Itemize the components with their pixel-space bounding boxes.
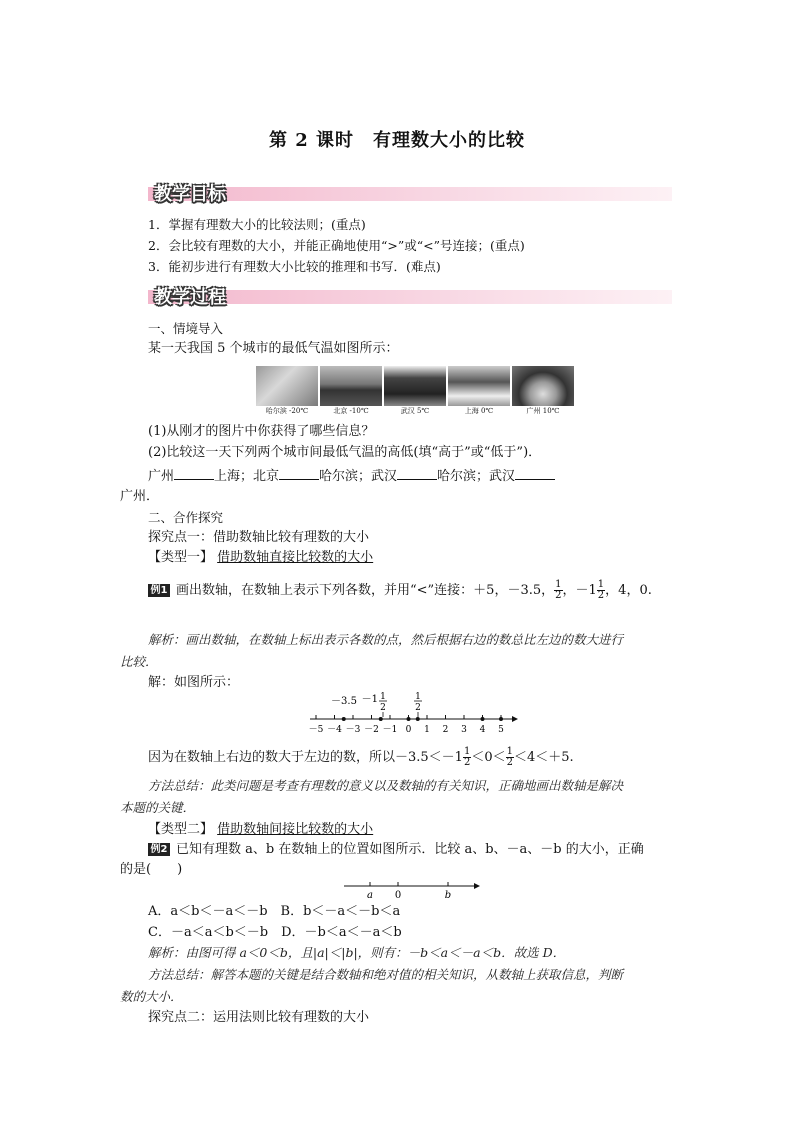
svg-text:2: 2 bbox=[380, 703, 386, 713]
process-banner bbox=[148, 285, 672, 307]
axis-label: b bbox=[444, 890, 452, 901]
method-summary: 方法总结：此类问题是考查有理数的意义以及数轴的有关知识，正确地画出数轴是解决 bbox=[148, 778, 624, 793]
number-line-1 bbox=[300, 690, 520, 740]
fill-blank[interactable] bbox=[279, 467, 319, 480]
axis-point bbox=[407, 717, 411, 721]
scene-intro: 某一天我国 5 个城市的最低气温如图所示： bbox=[148, 341, 399, 356]
analysis-text: 解析：画出数轴，在数轴上标出表示各数的点，然后根据右边的数总比左边的数大进行 bbox=[148, 632, 624, 647]
fill-blank[interactable] bbox=[515, 467, 555, 480]
fill-line-end: 广州． bbox=[120, 489, 160, 504]
fraction-half: $\frac{1}{2}$ bbox=[463, 746, 471, 768]
tick-label: －5 bbox=[308, 725, 324, 735]
fraction-half: $\frac{1}{2}$ bbox=[506, 746, 513, 768]
fill-text: 哈尔滨；武汉 bbox=[437, 469, 516, 484]
axis-label: －1 bbox=[361, 694, 378, 705]
fraction-half: $\frac{1}{2}$ bbox=[555, 579, 562, 601]
objectives-banner-label: 教学目标 bbox=[154, 184, 226, 205]
analysis-text: 解析：由图可得 a＜0＜b，且|a|＜|b|，则有：－b＜a＜－a＜b．故选 D． bbox=[148, 945, 566, 960]
question-1: (1)从刚才的图片中你获得了哪些信息？ bbox=[148, 424, 375, 439]
yellow-crane-tower-photo bbox=[384, 366, 446, 406]
example-text-tail: ，4，0. bbox=[605, 583, 652, 598]
tick-label: －4 bbox=[327, 725, 342, 735]
objective-item: 1．掌握有理数大小的比较法则；(重点) bbox=[148, 217, 366, 232]
bridge-photo bbox=[512, 366, 574, 406]
tick-label: 1 bbox=[424, 725, 430, 735]
photo-caption: 北京 -10℃ bbox=[333, 407, 369, 415]
axis-point bbox=[499, 717, 503, 721]
type-title: 借助数轴直接比较数的大小 bbox=[217, 550, 374, 565]
tiananmen-photo bbox=[320, 366, 382, 406]
method-summary: 方法总结：解答本题的关键是结合数轴和绝对值的相关知识，从数轴上获取信息，判断 bbox=[148, 967, 624, 982]
options-ab: A．a＜b＜－a＜－b B．b＜－a＜－b＜a bbox=[148, 904, 401, 919]
process-banner-label: 教学过程 bbox=[154, 287, 226, 308]
axis-point bbox=[342, 717, 346, 721]
photo-caption: 武汉 5℃ bbox=[400, 407, 430, 415]
fill-blank[interactable] bbox=[174, 467, 214, 480]
question-2: (2)比较这一天下列两个城市间最低气温的高低(填“高于”或“低于”)． bbox=[148, 445, 542, 460]
method-summary: 本题的关键． bbox=[120, 800, 196, 815]
fill-blank[interactable] bbox=[397, 467, 437, 480]
type-tag: 【类型二】 bbox=[148, 822, 214, 837]
number-line-2 bbox=[340, 876, 480, 906]
objective-item: 3．能初步进行有理数大小比较的推理和书写．(难点) bbox=[148, 259, 441, 274]
example-2: 例2 已知有理数 a、b 在数轴上的位置如图所示．比较 a、b、－a、－b 的大小，正确 bbox=[148, 842, 644, 858]
example-1: 例1 画出数轴，在数轴上表示下列各数，并用“<”连接：＋5，－3.5， $\frac{1}{2}$ ，－1 $\frac{1}{2}$ ，4，0. bbox=[148, 580, 652, 602]
objectives-banner bbox=[148, 182, 672, 204]
fill-text: 哈尔滨；武汉 bbox=[319, 469, 398, 484]
example-1-result: 因为在数轴上右边的数大于左边的数，所以－3.5＜－1 $\frac{1}{2}$ ＜0＜ $\frac{1}{2}$ ＜4＜＋5. bbox=[148, 746, 574, 768]
tick-label: －2 bbox=[364, 725, 379, 735]
photo-caption: 广州 10℃ bbox=[526, 407, 560, 415]
fraction-half: $\frac{1}{2}$ bbox=[597, 579, 605, 601]
axis-point bbox=[379, 717, 383, 721]
analysis-text: 比较． bbox=[120, 654, 158, 669]
svg-text:1: 1 bbox=[380, 692, 386, 702]
explore-point-2: 探究点二：运用法则比较有理数的大小 bbox=[148, 1010, 370, 1025]
section-heading: 二、合作探究 bbox=[148, 510, 224, 525]
axis-label: 0 bbox=[394, 890, 402, 901]
fill-line bbox=[120, 467, 555, 485]
objective-item: 2．会比较有理数的大小，并能正确地使用“>”或“<”号连接；(重点) bbox=[148, 238, 525, 253]
section-heading: 一、情境导入 bbox=[148, 321, 224, 336]
example-2-cont: 的是( ) bbox=[120, 862, 183, 877]
photo-caption: 上海 0℃ bbox=[464, 407, 494, 415]
explore-point-1: 探究点一：借助数轴比较有理数的大小 bbox=[148, 530, 370, 545]
fill-text: 上海；北京 bbox=[214, 469, 280, 484]
tick-label: 3 bbox=[461, 725, 467, 735]
svg-text:1: 1 bbox=[415, 692, 421, 702]
example-text: 画出数轴，在数轴上表示下列各数，并用“<”连接：＋5，－3.5， bbox=[176, 583, 555, 598]
tick-label: －1 bbox=[382, 725, 398, 735]
city-photos bbox=[256, 366, 574, 416]
axis-label: a bbox=[367, 890, 373, 901]
axis-point bbox=[481, 717, 485, 721]
type-title: 借助数轴间接比较数的大小 bbox=[217, 822, 374, 837]
svg-text:2: 2 bbox=[415, 703, 421, 713]
method-summary: 数的大小． bbox=[120, 989, 183, 1004]
example-badge: 例1 bbox=[148, 584, 170, 597]
tick-label: 0 bbox=[405, 725, 412, 735]
page-title: 第 2 课时 有理数大小的比较 bbox=[268, 130, 526, 151]
solution-text: 解：如图所示： bbox=[148, 675, 240, 690]
snow-landscape-photo bbox=[256, 366, 318, 406]
tick-label: －3 bbox=[345, 725, 361, 735]
type-2-heading bbox=[148, 822, 373, 838]
type-1-heading bbox=[148, 550, 373, 566]
axis-label: －3.5 bbox=[331, 696, 357, 707]
shanghai-building-photo bbox=[448, 366, 510, 406]
tick-label: 5 bbox=[498, 725, 504, 735]
type-tag: 【类型一】 bbox=[148, 550, 214, 565]
example-badge: 例2 bbox=[148, 843, 170, 856]
tick-label: 2 bbox=[442, 725, 449, 735]
tick-label: 4 bbox=[479, 725, 486, 735]
photo-caption: 哈尔滨 -20℃ bbox=[265, 407, 309, 415]
options-cd: C．－a＜a＜b＜－b D．－b＜a＜－a＜b bbox=[148, 925, 402, 940]
axis-point bbox=[416, 717, 420, 721]
fill-text: 广州 bbox=[148, 469, 175, 484]
